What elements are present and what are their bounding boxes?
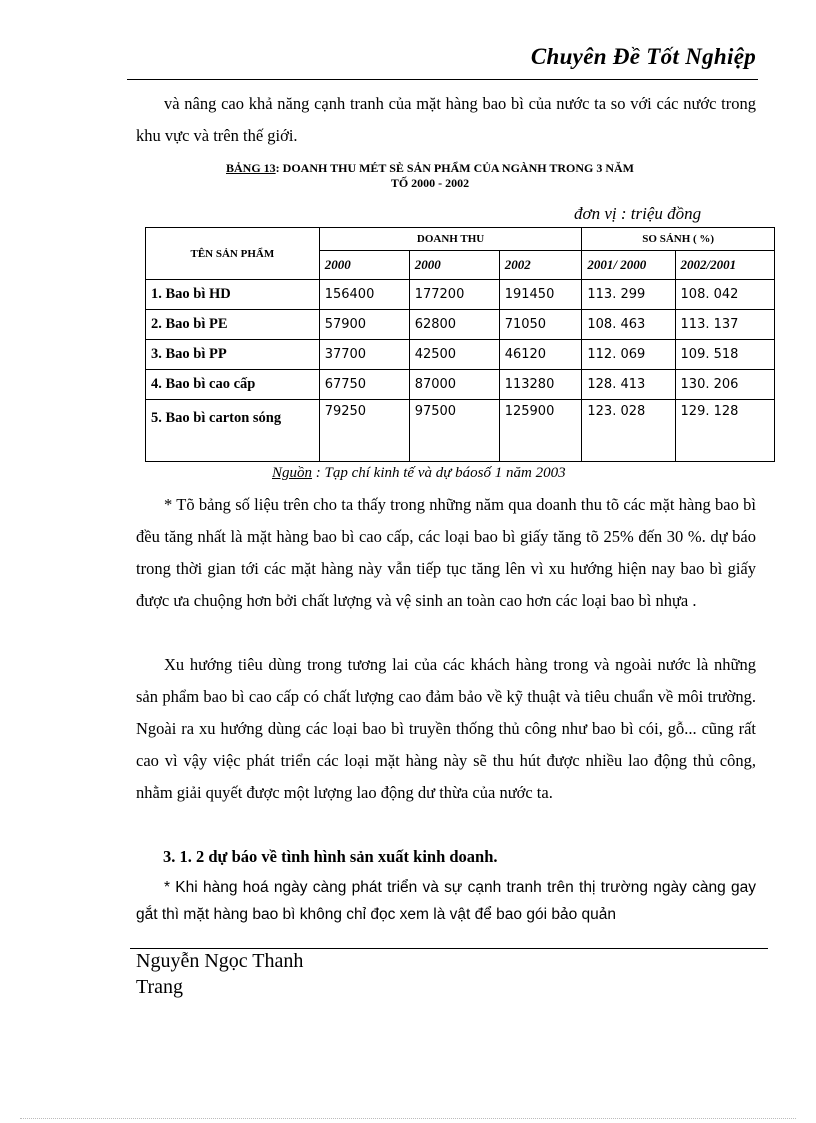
row-value-2000b: 97500 [409, 400, 499, 462]
row-compare-2: 129. 128 [675, 400, 774, 462]
table-caption-line1 [140, 161, 720, 176]
table-caption-label: BẢNG 13 [225, 161, 276, 175]
row-compare-1: 108. 463 [582, 310, 675, 340]
row-compare-2: 130. 206 [675, 370, 774, 400]
row-compare-2: 108. 042 [675, 280, 774, 310]
header-compare-2: 2002/2001 [675, 251, 774, 280]
body-paragraph-2: Xu hướng tiêu dùng trong tương lai của các khách hàng trong và ngoài nước là những sản phẩm bao bì cao cấp có chất lượng cao đảm bảo về kỹ thuật và tiêu chuẩn về môi trường. Ngoài ra xu hướng dùng các loại bao bì truyền thống thủ công như bao bì cói, gỗ... cũng rất cao vì vậy việc phát triển các loại mặt hàng này sẽ thu hút được nhiều lao động thủ công, nhằm giải quyết được một lượng lao động dư thừa của nước ta. [136, 655, 756, 802]
page-bottom-border [20, 1118, 796, 1119]
section-heading: 3. 1. 2 dự báo về tình hình sản xuất kinh doanh. [163, 847, 498, 866]
row-compare-1: 112. 069 [582, 340, 675, 370]
row-value-2002: 71050 [499, 310, 582, 340]
table-source [272, 465, 566, 482]
author-line-1: Nguyễn Ngọc Thanh [136, 950, 304, 972]
body-paragraph-1: * Tõ bảng số liệu trên cho ta thấy trong những năm qua doanh thu tõ các mặt hàng bao bì đều tăng nhất là mặt hàng bao bì cao cấp, các loại bao bì giấy tăng tõ 25% đến 30 %. dự báo trong thời gian tới các mặt hàng này vẫn tiếp tục tăng lên vì xu hướng hiện nay bao bì giấy được ưa chuộng hơn bởi chất lượng và vệ sinh an toàn cao hơn các loại bao bì nhựa . [136, 495, 756, 610]
row-compare-1: 128. 413 [582, 370, 675, 400]
header-product: TÊN SẢN PHẨM [146, 228, 320, 280]
table-caption [140, 161, 720, 191]
row-value-2002: 113280 [499, 370, 582, 400]
table-header-row [146, 228, 775, 251]
row-value-2000a: 79250 [319, 400, 409, 462]
header-rule [127, 79, 758, 80]
row-compare-2: 113. 137 [675, 310, 774, 340]
row-value-2000a: 156400 [319, 280, 409, 310]
table-caption-line2: TỐ 2000 - 2002 [390, 176, 470, 190]
header-year-1: 2000 [319, 251, 409, 280]
row-compare-1: 113. 299 [582, 280, 675, 310]
row-compare-1: 123. 028 [582, 400, 675, 462]
table-row [146, 310, 775, 340]
table-row [146, 280, 775, 310]
table-row [146, 370, 775, 400]
intro-paragraph: và nâng cao khả năng cạnh tranh của mặt hàng bao bì của nước ta so với các nước trong khu vực và trên thế giới. [136, 94, 756, 145]
table-caption-text: : DOANH THU MÉT SÈ SẢN PHẨM CỦA NGÀNH TRONG 3 NĂM [275, 161, 635, 175]
row-value-2000b: 87000 [409, 370, 499, 400]
header-year-3: 2002 [499, 251, 582, 280]
footer-author [136, 948, 336, 1000]
header-title: Chuyên Đề Tốt Nghiệp [530, 44, 756, 69]
table-row [146, 400, 775, 462]
row-value-2002: 125900 [499, 400, 582, 462]
row-name: 3. Bao bì PP [146, 340, 320, 370]
row-compare-2: 109. 518 [675, 340, 774, 370]
header-compare: SO SÁNH ( %) [582, 228, 775, 251]
row-value-2000a: 57900 [319, 310, 409, 340]
row-name: 2. Bao bì PE [146, 310, 320, 340]
header-compare-1: 2001/ 2000 [582, 251, 675, 280]
row-value-2002: 46120 [499, 340, 582, 370]
revenue-table [145, 227, 775, 462]
header-revenue: DOANH THU [319, 228, 582, 251]
row-name: 5. Bao bì carton sóng [146, 400, 320, 462]
row-value-2000b: 62800 [409, 310, 499, 340]
row-value-2000b: 177200 [409, 280, 499, 310]
header-year-2: 2000 [409, 251, 499, 280]
body-paragraph-3: * Khi hàng hoá ngày càng phát triển và sự cạnh tranh trên thị trường ngày càng gay gắt thì mặt hàng bao bì không chỉ đọc xem là vật để bao gói bảo quản [136, 879, 756, 923]
row-name: 4. Bao bì cao cấp [146, 370, 320, 400]
table-row [146, 340, 775, 370]
row-value-2000a: 37700 [319, 340, 409, 370]
row-value-2002: 191450 [499, 280, 582, 310]
row-name: 1. Bao bì HD [146, 280, 320, 310]
unit-note: đơn vị : triệu đồng [574, 204, 702, 223]
source-text: : Tạp chí kinh tế và dự báosố 1 năm 2003 [312, 465, 566, 481]
source-label: Nguồn [272, 465, 313, 481]
author-line-2: Trang [136, 976, 184, 998]
row-value-2000a: 67750 [319, 370, 409, 400]
row-value-2000b: 42500 [409, 340, 499, 370]
